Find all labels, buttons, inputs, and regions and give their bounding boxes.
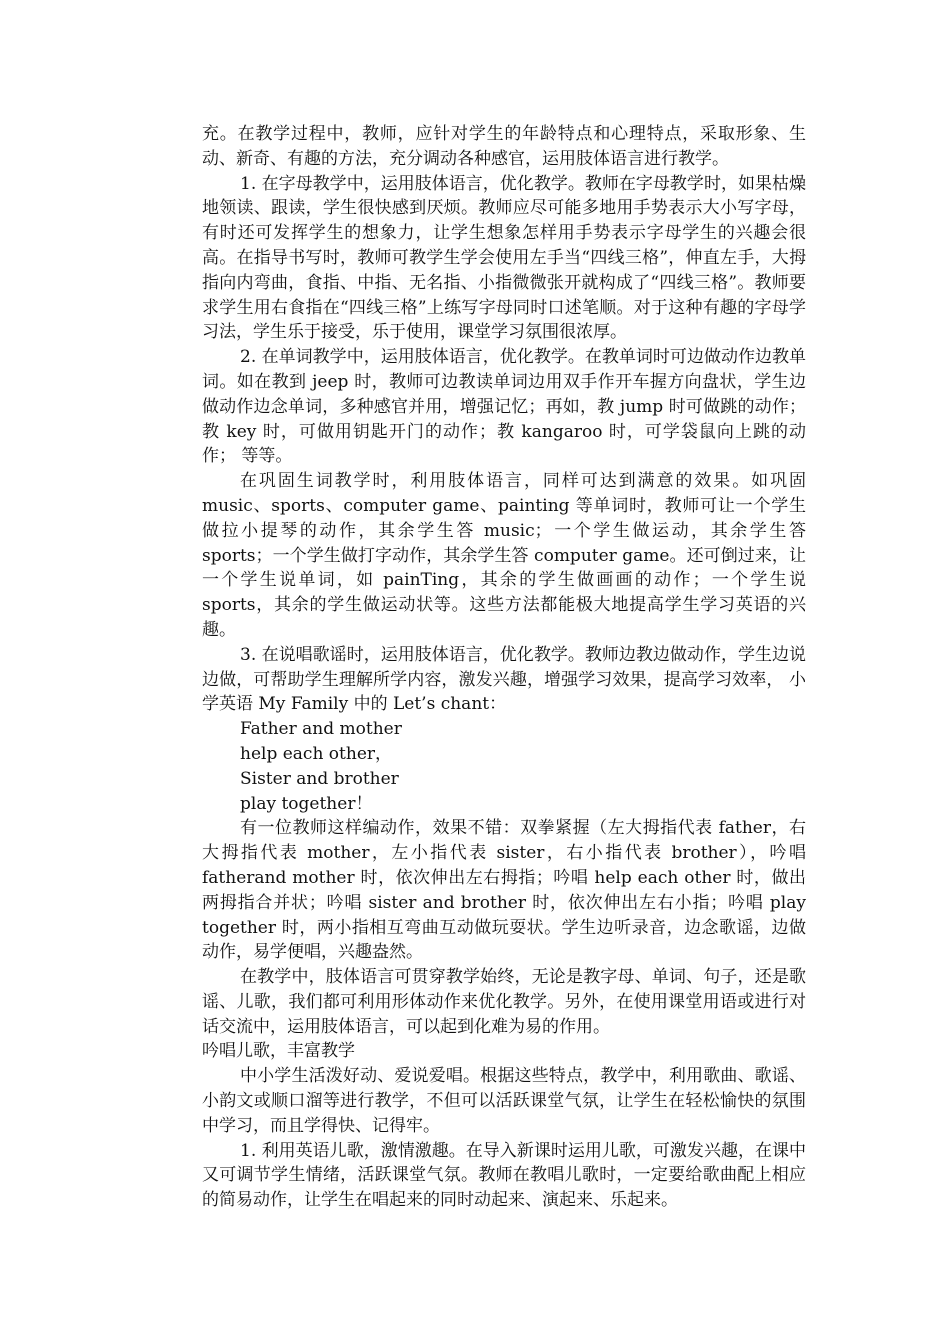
document-page (202, 122, 806, 1213)
chant-line: Sister and brother (240, 768, 399, 789)
chant-block (202, 717, 806, 816)
paragraph-chant-actions: 有一位教师这样编动作，效果不错：双拳紧握（左大拇指代表 father，右大拇指代表 mother，左小指代表 sister，右小指代表 brother），吟唱 fatherand mother 时，依次伸出左右拇指；吟唱 help each other 时，做出两拇指合并状；吟唱 sister and brother 时，依次伸出左右小指；吟唱 play together 时，两小指相互弯曲互动做玩耍状。学生边听录音，边念歌谣，边做动作，易学便唱，兴趣盎然。 (202, 818, 806, 963)
paragraph-english-songs: 1. 利用英语儿歌，激情激趣。在导入新课时运用儿歌，可激发兴趣，在课中又可调节学生情绪，活跃课堂气氛。教师在教唱儿歌时，一定要给歌曲配上相应的简易动作，让学生在唱起来的同时动起来、演起来、乐起来。 (202, 1140, 806, 1211)
section-heading: 吟唱儿歌，丰富教学 (202, 1041, 355, 1062)
paragraph-chant-teaching: 3. 在说唱歌谣时，运用肢体语言，优化教学。教师边教边做动作，学生边说边做，可帮助学生理解所学内容，激发兴趣，增强学习效果，提高学习效率， 小学英语 My Family 中的 Let’s chant： (202, 644, 806, 715)
paragraph-word-consolidation: 在巩固生词教学时，利用肢体语言，同样可达到满意的效果。如巩固 music、sports、computer game、painting 等单词时，教师可让一个学生做拉小提琴的动作，其余学生答 music；一个学生做运动，其余学生答 sports；一个学生做打字动作，其余学生答 computer game。还可倒过来，让一个学生说单词，如 painTing，其余的学生做画画的动作；一个学生说 sports，其余的学生做运动状等。这些方法都能极大地提高学生学习英语的兴趣。 (202, 471, 806, 640)
chant-line: help each other， (240, 743, 393, 764)
chant-line: Father and mother (240, 719, 402, 740)
chant-line: play together！ (240, 793, 373, 814)
paragraph-body-language-summary: 在教学中，肢体语言可贯穿教学始终，无论是教字母、单词、句子，还是歌谣、儿歌，我们都可利用形体动作来优化教学。另外，在使用课堂用语或进行对话交流中，运用肢体语言，可以起到化难为易的作用。 (202, 967, 806, 1037)
paragraph-songs-intro: 中小学生活泼好动、爱说爱唱。根据这些特点，教学中，利用歌曲、歌谣、小韵文或顺口溜等进行教学，不但可以活跃课堂气氛，让学生在轻松愉快的氛围中学习，而且学得快、记得牢。 (202, 1066, 806, 1136)
paragraph-word-teaching: 2. 在单词教学中，运用肢体语言，优化教学。在教单词时可边做动作边教单词。如在教到 jeep 时，教师可边教读单词边用双手作开车握方向盘状，学生边做动作边念单词，多种感官并用，增强记忆；再如，教 jump 时可做跳的动作；教 key 时，可做用钥匙开门的动作；教 kangaroo 时，可学袋鼠向上跳的动作； 等等。 (202, 347, 806, 467)
paragraph-letter-teaching: 1. 在字母教学中，运用肢体语言，优化教学。教师在字母教学时，如果枯燥地领读、跟读，学生很快感到厌烦。教师应尽可能多地用手势表示大小写字母，有时还可发挥学生的想象力，让学生想象怎样用手势表示字母学生的兴趣会很高。在指导书写时，教师可教学生学会使用左手当“四线三格”，伸直左手，大拇指向内弯曲，食指、中指、无名指、小指微微张开就构成了“四线三格”。教师要求学生用右食指在“四线三格”上练写字母同时口述笔顺。对于这种有趣的字母学习法，学生乐于接受，乐于使用，课堂学习氛围很浓厚。 (202, 173, 806, 343)
paragraph-continuation: 充。在教学过程中，教师，应针对学生的年龄特点和心理特点，采取形象、生动、新奇、有趣的方法，充分调动各种感官，运用肢体语言进行教学。 (202, 124, 806, 169)
